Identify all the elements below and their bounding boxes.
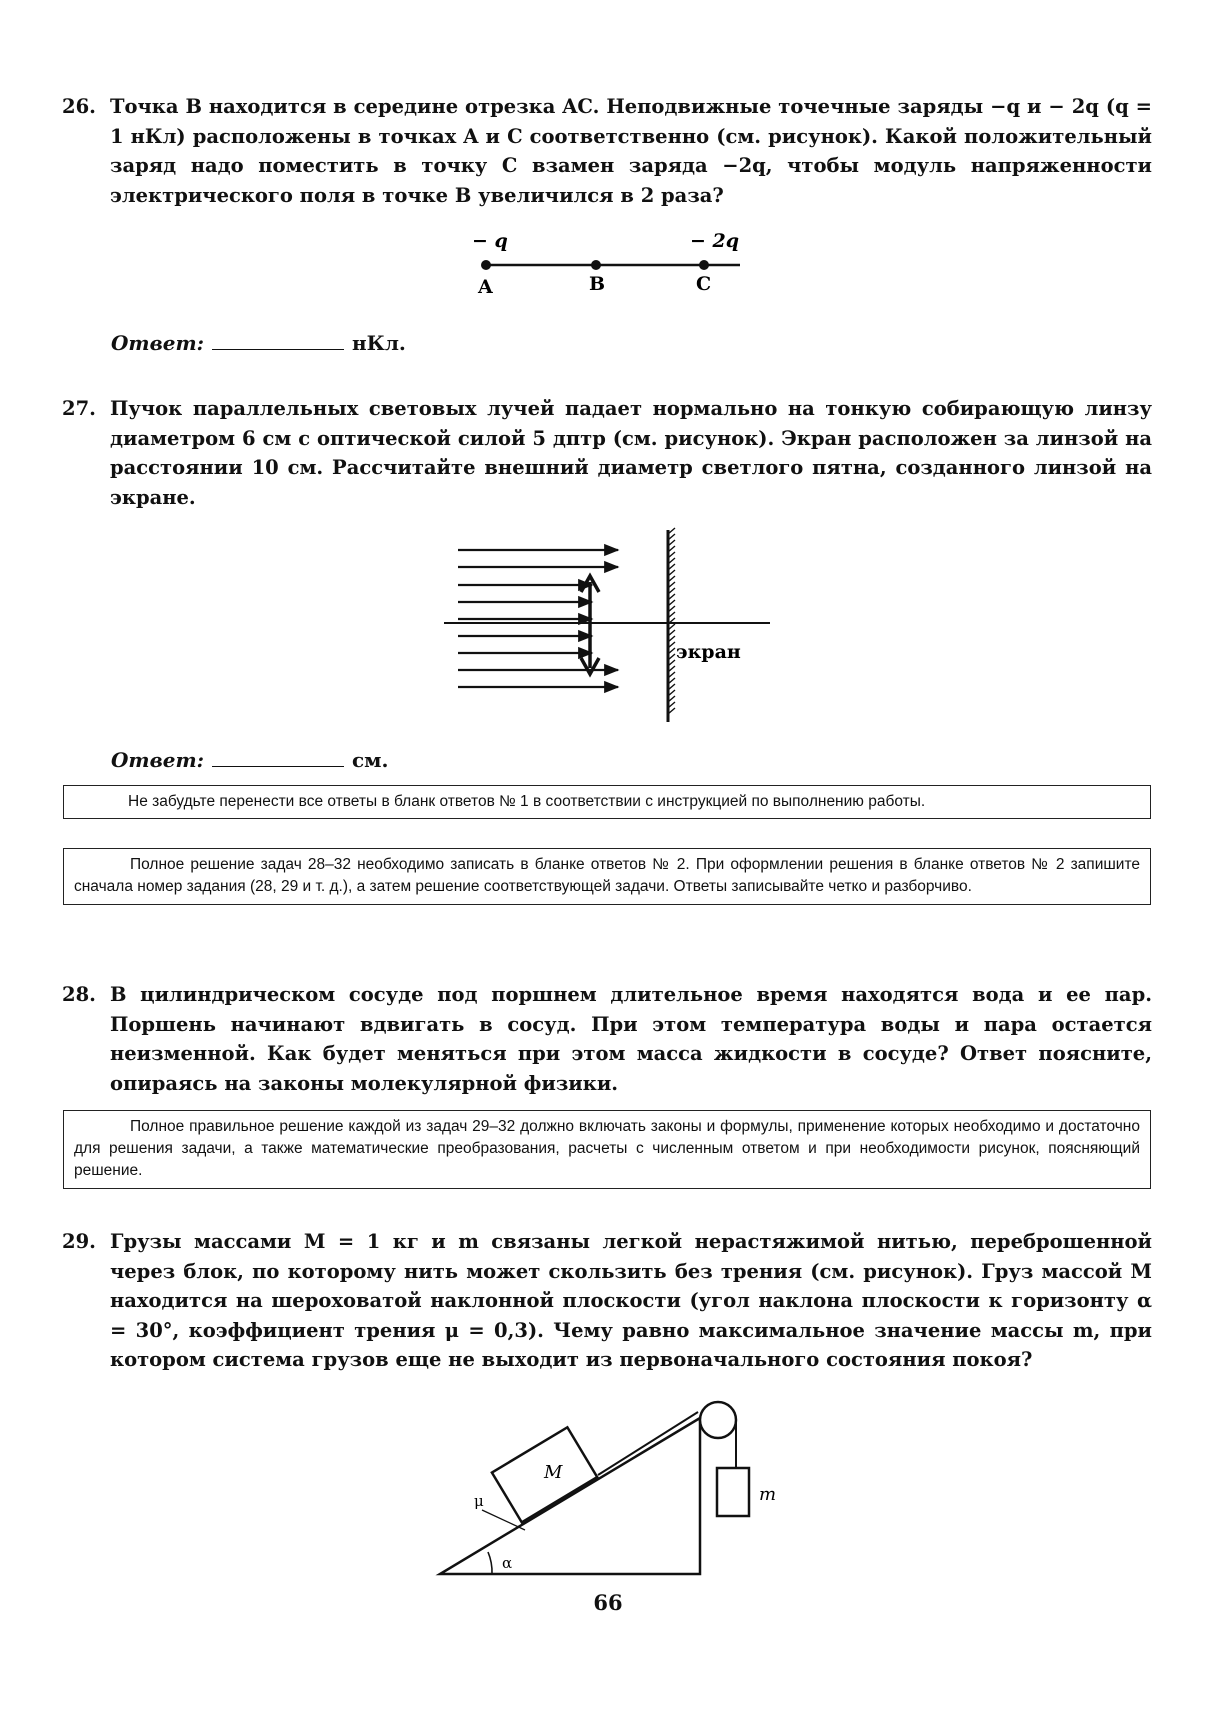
task-number: 29. bbox=[62, 1230, 96, 1253]
answer-unit: нКл. bbox=[352, 331, 406, 355]
mu-label: μ bbox=[474, 1492, 484, 1510]
notice-transfer-answers bbox=[63, 785, 1151, 819]
answer-unit: см. bbox=[352, 748, 389, 772]
converging-lens bbox=[581, 576, 599, 674]
angle-arc bbox=[488, 1552, 492, 1574]
alpha-label: α bbox=[502, 1554, 513, 1572]
notice-text: Полное правильное решение каждой из задач 29–32 должно включать законы и формулы, применение которых необходимо и достаточно для решения задачи, а также математические преобразования, расчеты с численным ответом и при необходимости рисунок, поясняющий решение. bbox=[74, 1118, 1140, 1179]
notice-text: Полное решение задач 28–32 необходимо записать в бланке ответов № 2. При оформлении решения в бланке ответов № 2 запишите сначала номер задания (28, 29 и т. д.), а затем решение соответствующей задачи. Ответы записывайте четко и разборчиво. bbox=[74, 856, 1140, 895]
screen-label: экран bbox=[676, 641, 741, 663]
screen bbox=[668, 528, 675, 722]
mass-big-label: M bbox=[544, 1462, 563, 1483]
answer-field[interactable] bbox=[212, 748, 344, 767]
page-number: 66 bbox=[593, 1590, 623, 1615]
answer-26 bbox=[111, 331, 406, 355]
string-incline bbox=[598, 1412, 698, 1475]
point-c-dot bbox=[699, 260, 709, 270]
point-c-label: C bbox=[696, 273, 712, 295]
task-text: Грузы массами M = 1 кг и m связаны легкой нерастяжимой нитью, переброшенной через блок, по которому нить может скользить без трения (см. рисунок). Груз массой M находится на шероховатой наклонной плоскости (угол наклона плоскости к горизонту α = 30°, коэффициент трения μ = 0,3). Чему равно максимальное значение массы m, при котором система грузов еще не выходит из первоначального состояния покоя? bbox=[110, 1230, 1152, 1371]
task-26 bbox=[62, 92, 1152, 210]
charge-c-label: − 2q bbox=[690, 230, 740, 252]
task-number: 27. bbox=[62, 397, 96, 420]
point-a-dot bbox=[481, 260, 491, 270]
figure-27-lens bbox=[440, 520, 780, 730]
answer-label: Ответ: bbox=[111, 331, 204, 355]
pulley bbox=[700, 1402, 736, 1438]
task-text: Точка B находится в середине отрезка AC. Неподвижные точечные заряды −q и − 2q (q = 1 нКл) расположены в точках A и C соответственно (см. рисунок). Какой положительный заряд надо поместить в точку C взамен заряда −2q, чтобы модуль напряженности электрического поля в точке B увеличился в 2 раза? bbox=[110, 95, 1152, 207]
block-m-small bbox=[717, 1468, 749, 1516]
task-text: В цилиндрическом сосуде под поршнем длительное время находятся вода и ее пар. Поршень начинают вдвигать в сосуд. При этом температура воды и пара остается неизменной. Как будет меняться при этом масса жидкости в сосуде? Ответ поясните, опираясь на законы молекулярной физики. bbox=[110, 983, 1152, 1095]
task-number: 26. bbox=[62, 95, 96, 118]
point-a-label: A bbox=[478, 276, 493, 298]
task-29 bbox=[62, 1227, 1152, 1375]
notice-text: Не забудьте перенести все ответы в бланк ответов № 1 в соответствии с инструкцией по выполнению работы. bbox=[128, 793, 926, 810]
task-27 bbox=[62, 394, 1152, 512]
point-b-dot bbox=[591, 260, 601, 270]
mass-small-label: m bbox=[759, 1484, 777, 1505]
answer-label: Ответ: bbox=[111, 748, 204, 772]
task-28 bbox=[62, 980, 1152, 1098]
task-number: 28. bbox=[62, 983, 96, 1006]
charge-a-label: − q bbox=[472, 230, 508, 252]
notice-full-solution bbox=[63, 848, 1151, 905]
answer-field[interactable] bbox=[212, 331, 344, 350]
notice-correct-solution bbox=[63, 1110, 1151, 1189]
task-text: Пучок параллельных световых лучей падает нормально на тонкую собирающую линзу диаметром 6 см с оптической силой 5 дптр (см. рисунок). Экран расположен за линзой на расстоянии 10 см. Рассчитайте внешний диаметр светлого пятна, созданного линзой на экране. bbox=[110, 397, 1152, 509]
figure-29-incline bbox=[430, 1390, 790, 1590]
answer-27 bbox=[111, 748, 389, 772]
figure-26-charges bbox=[440, 228, 760, 298]
point-b-label: B bbox=[589, 273, 606, 295]
